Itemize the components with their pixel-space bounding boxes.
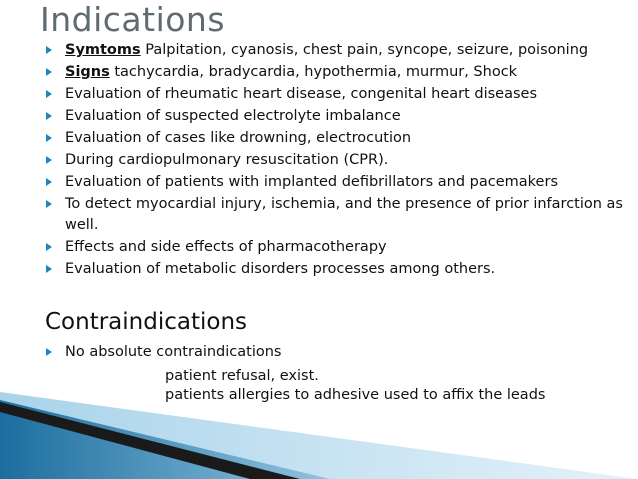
bullet-arrow-icon	[46, 112, 52, 120]
contraindications-heading: Contraindications	[45, 309, 248, 335]
list-item	[40, 342, 630, 363]
item-text: Evaluation of cases like drowning, electrocution	[65, 130, 412, 146]
contraindication-detail: patients allergies to adhesive used to affix the leads	[165, 387, 546, 403]
item-keyword: Symtoms	[65, 42, 141, 58]
contraindications-list	[40, 342, 630, 364]
item-text: Evaluation of metabolic disorders processes among others.	[65, 261, 496, 277]
list-item	[40, 62, 630, 83]
bullet-arrow-icon	[46, 348, 52, 356]
list-item	[40, 194, 630, 236]
bullet-arrow-icon	[46, 90, 52, 98]
slide-title: Indications	[40, 0, 226, 39]
item-text: tachycardia, bradycardia, hypothermia, murmur, Shock	[109, 64, 518, 80]
item-keyword: Signs	[65, 64, 110, 80]
bullet-arrow-icon	[46, 68, 52, 76]
indications-list	[40, 40, 630, 281]
bullet-arrow-icon	[46, 243, 52, 251]
list-item	[40, 172, 630, 193]
list-item	[40, 128, 630, 149]
item-text: Effects and side effects of pharmacotherapy	[65, 239, 387, 255]
list-item	[40, 150, 630, 171]
bullet-arrow-icon	[46, 200, 52, 208]
list-item	[40, 40, 630, 61]
bullet-arrow-icon	[46, 134, 52, 142]
contraindication-detail: patient refusal, exist.	[165, 368, 319, 384]
bullet-arrow-icon	[46, 156, 52, 164]
item-text: During cardiopulmonary resuscitation (CPR).	[65, 152, 389, 168]
item-text: Evaluation of rheumatic heart disease, congenital heart diseases	[65, 86, 538, 102]
item-text: Evaluation of patients with implanted defibrillators and pacemakers	[65, 174, 558, 190]
bullet-arrow-icon	[46, 265, 52, 273]
list-item	[40, 84, 630, 105]
item-text: Evaluation of suspected electrolyte imbalance	[65, 108, 401, 124]
list-item	[40, 237, 630, 258]
item-text: Palpitation, cyanosis, chest pain, syncope, seizure, poisoning	[140, 42, 589, 58]
bullet-arrow-icon	[46, 46, 52, 54]
item-text: No absolute contraindications	[65, 344, 282, 360]
list-item	[40, 106, 630, 127]
list-item	[40, 259, 630, 280]
bullet-arrow-icon	[46, 178, 52, 186]
item-text: To detect myocardial injury, ischemia, and the presence of prior infarction as well.	[65, 196, 623, 233]
